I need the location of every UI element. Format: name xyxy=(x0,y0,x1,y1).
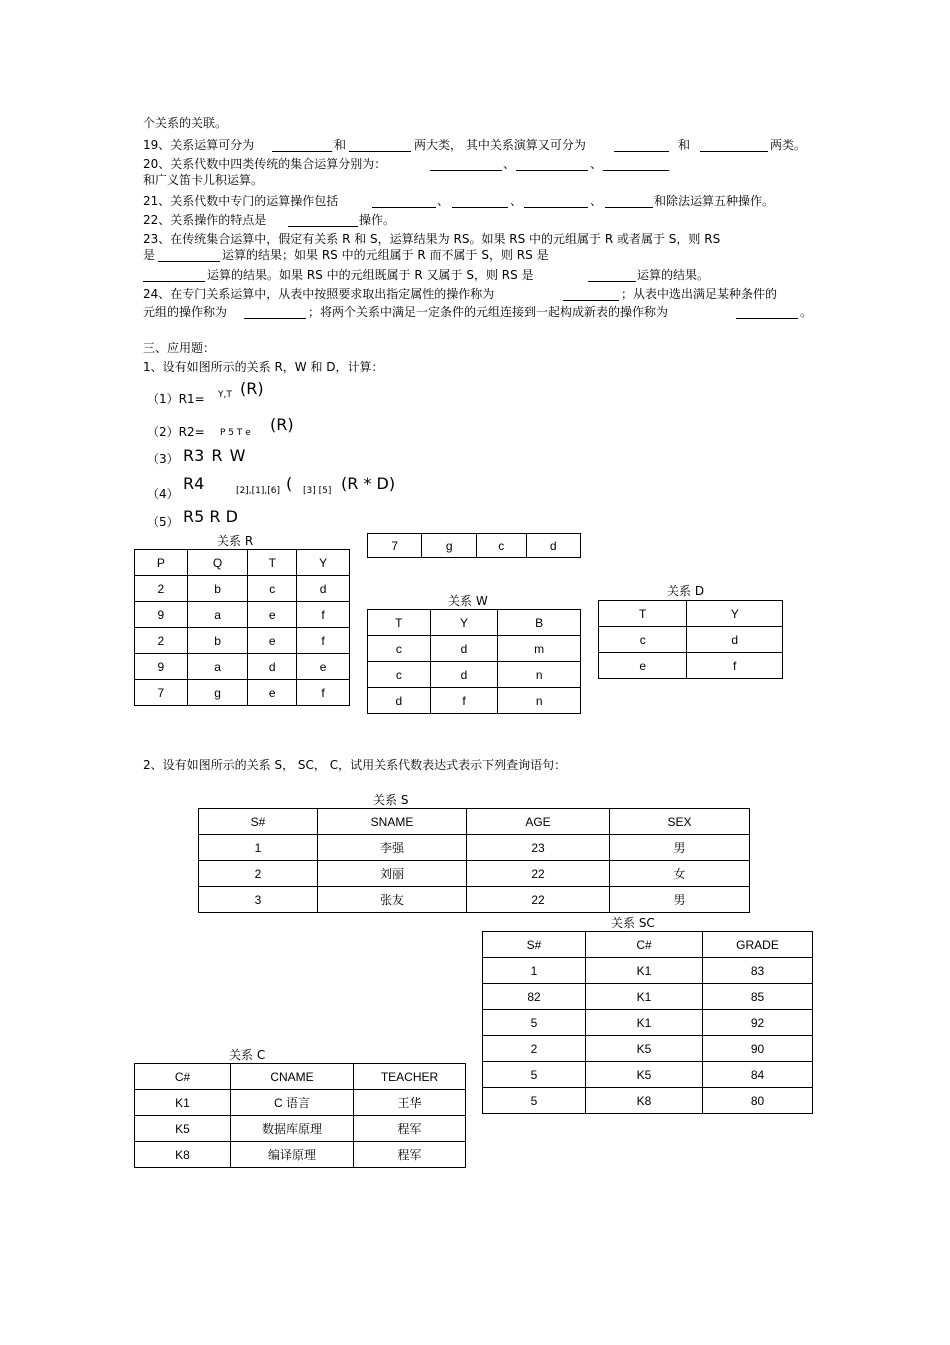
table-cell: K5 xyxy=(135,1116,231,1142)
q20-sep-2: 、 xyxy=(590,157,603,171)
table-cell: f xyxy=(297,680,350,706)
relation-w-caption: 关系 W xyxy=(448,594,488,608)
table-cell: 23 xyxy=(467,835,610,861)
table-cell: 82 xyxy=(483,984,586,1010)
formula-3-expression: R3 R W xyxy=(183,446,246,465)
table-cell: 程军 xyxy=(354,1116,466,1142)
header-cell: T xyxy=(368,610,431,636)
table-row xyxy=(135,602,350,628)
formula-5-number: （5） xyxy=(147,515,179,529)
q19-text-a: 19、关系运算可分为 xyxy=(143,138,255,152)
header-cell: AGE xyxy=(467,809,610,835)
q19-text-e: 两类。 xyxy=(770,138,807,152)
header-cell: Y xyxy=(430,610,498,636)
relation-d-caption: 关系 D xyxy=(667,584,705,598)
table-row xyxy=(135,1116,466,1142)
formula-3-number: （3） xyxy=(147,452,179,466)
q20-blank-2[interactable] xyxy=(516,158,588,171)
table-cell: b xyxy=(187,576,248,602)
table-cell: f xyxy=(430,688,498,714)
table-cell: 7 xyxy=(135,680,188,706)
table-header-row xyxy=(199,809,750,835)
table-row xyxy=(368,688,581,714)
q21-text-b: 和除法运算五种操作。 xyxy=(654,194,775,208)
table-cell: d xyxy=(687,627,783,653)
formula-2-number: （2）R2= xyxy=(147,425,205,439)
table-cell: d xyxy=(248,654,297,680)
table-cell: n xyxy=(498,662,581,688)
table-cell: K1 xyxy=(586,984,703,1010)
q24-text-b: ；从表中选出满足某种条件的 xyxy=(621,287,778,301)
relation-sc-caption: 关系 SC xyxy=(611,916,655,930)
table-cell: 90 xyxy=(703,1036,813,1062)
q21-blank-4[interactable] xyxy=(605,195,653,208)
table-cell: 李强 xyxy=(318,835,467,861)
formula-4-number: （4） xyxy=(147,487,179,501)
q21-sep-1: 、 xyxy=(437,194,450,208)
q23-text-b: 是 xyxy=(143,248,156,262)
table-row xyxy=(135,654,350,680)
q19-blank-1[interactable] xyxy=(272,139,332,152)
table-row xyxy=(135,628,350,654)
table-cell: d xyxy=(297,576,350,602)
table-cell: 5 xyxy=(483,1088,586,1114)
table-header-row xyxy=(599,601,783,627)
formula-4-argument: (R * D) xyxy=(341,474,396,493)
header-cell: T xyxy=(599,601,687,627)
table-row xyxy=(483,1088,813,1114)
table-row xyxy=(135,1142,466,1168)
q23-blank-3[interactable] xyxy=(588,269,636,282)
table-cell: K1 xyxy=(586,1010,703,1036)
relation-s-table xyxy=(198,808,750,913)
q-top: 个关系的关联。 xyxy=(143,116,228,130)
table-cell: 数据库原理 xyxy=(231,1116,354,1142)
header-cell: C# xyxy=(135,1064,231,1090)
table-row xyxy=(199,887,750,913)
q21-sep-2: 、 xyxy=(510,194,523,208)
table-row xyxy=(135,576,350,602)
table-header-row xyxy=(483,932,813,958)
table-row xyxy=(483,984,813,1010)
relation-s-caption: 关系 S xyxy=(373,793,409,807)
q20-sep-1: 、 xyxy=(503,157,516,171)
problem-1-intro: 1、设有如图所示的关系 R，W 和 D，计算： xyxy=(143,360,384,374)
formula-4-subscript-1: [2],[1],[6] xyxy=(236,486,280,496)
table-cell: d xyxy=(430,662,498,688)
relation-c-table xyxy=(134,1063,466,1168)
q19-text-c: 两大类， 其中关系演算又可分为 xyxy=(414,138,586,152)
header-cell: SNAME xyxy=(318,809,467,835)
table-cell: K5 xyxy=(586,1036,703,1062)
table-header-row xyxy=(135,1064,466,1090)
q21-text-a: 21、关系代数中专门的运算操作包括 xyxy=(143,194,339,208)
table-cell: 刘丽 xyxy=(318,861,467,887)
table-cell: K1 xyxy=(135,1090,231,1116)
table-cell: e xyxy=(248,602,297,628)
table-cell: 83 xyxy=(703,958,813,984)
header-cell: GRADE xyxy=(703,932,813,958)
table-cell: K1 xyxy=(586,958,703,984)
q20-blank-1[interactable] xyxy=(430,158,502,171)
table-row xyxy=(135,680,350,706)
formula-2-subscript: P 5 T e xyxy=(220,428,251,438)
relation-w-table xyxy=(367,609,581,714)
table-cell: 2 xyxy=(199,861,318,887)
q24-text-c: 元组的操作称为 xyxy=(143,305,228,319)
table-cell: 男 xyxy=(610,835,750,861)
table-cell: 7 xyxy=(368,534,422,558)
table-cell: c xyxy=(248,576,297,602)
table-header-row xyxy=(368,610,581,636)
relation-r-caption: 关系 R xyxy=(217,534,254,548)
q19-text-b: 和 xyxy=(334,138,347,152)
table-row xyxy=(599,653,783,679)
table-cell: e xyxy=(599,653,687,679)
table-cell: e xyxy=(248,680,297,706)
table-cell: 5 xyxy=(483,1010,586,1036)
q21-blank-3[interactable] xyxy=(524,195,588,208)
q22-blank-1[interactable] xyxy=(288,214,358,227)
formula-4-result: R4 xyxy=(183,474,205,493)
q20-text-b: 和广义笛卡儿积运算。 xyxy=(143,173,264,187)
table-cell: g xyxy=(187,680,248,706)
header-cell: Y xyxy=(297,550,350,576)
table-cell: 女 xyxy=(610,861,750,887)
formula-1-number: （1）R1= xyxy=(147,392,205,406)
table-cell: 92 xyxy=(703,1010,813,1036)
header-cell: S# xyxy=(199,809,318,835)
table-cell: 85 xyxy=(703,984,813,1010)
table-row xyxy=(368,662,581,688)
q23-text-e: 运算的结果。 xyxy=(637,268,710,282)
q23-text-a: 23、在传统集合运算中，假定有关系 R 和 S，运算结果为 RS。如果 RS 中的元组属于 R 或者属于 S，则 RS xyxy=(143,232,721,246)
relation-d-table xyxy=(598,600,783,679)
q20-text-a: 20、关系代数中四类传统的集合运算分别为： xyxy=(143,157,387,171)
table-row xyxy=(199,861,750,887)
table-cell: C 语言 xyxy=(231,1090,354,1116)
table-cell: 程军 xyxy=(354,1142,466,1168)
table-cell: 1 xyxy=(199,835,318,861)
q23-blank-2[interactable] xyxy=(143,269,205,282)
table-cell: a xyxy=(187,654,248,680)
formula-5-expression: R5 R D xyxy=(183,507,238,526)
table-row xyxy=(483,958,813,984)
q21-blank-2[interactable] xyxy=(452,195,508,208)
header-cell: TEACHER xyxy=(354,1064,466,1090)
q23-text-c: 运算的结果；如果 RS 中的元组属于 R 而不属于 S，则 RS 是 xyxy=(222,248,549,262)
header-cell: P xyxy=(135,550,188,576)
q24-text-a: 24、在专门关系运算中，从表中按照要求取出指定属性的操作称为 xyxy=(143,287,495,301)
section-heading: 三、应用题： xyxy=(143,341,216,355)
table-cell: b xyxy=(187,628,248,654)
table-row xyxy=(599,627,783,653)
table-cell: 男 xyxy=(610,887,750,913)
table-cell: d xyxy=(368,688,431,714)
header-cell: B xyxy=(498,610,581,636)
header-cell: Q xyxy=(187,550,248,576)
table-cell: d xyxy=(430,636,498,662)
header-cell: S# xyxy=(483,932,586,958)
table-cell: c xyxy=(368,662,431,688)
table-cell: 3 xyxy=(199,887,318,913)
table-header-row xyxy=(135,550,350,576)
relation-r-continued-table xyxy=(367,533,581,558)
q23-text-d: 运算的结果。如果 RS 中的元组既属于 R 又属于 S，则 RS 是 xyxy=(207,268,534,282)
problem-2-intro: 2、设有如图所示的关系 S， SC， C，试用关系代数表达式表示下列查询语句： xyxy=(143,758,567,772)
formula-1-argument: (R) xyxy=(240,379,264,398)
q21-blank-1[interactable] xyxy=(372,195,436,208)
relation-r-table xyxy=(134,549,350,706)
q24-text-e: 。 xyxy=(800,305,813,319)
q19-blank-4[interactable] xyxy=(700,139,768,152)
q24-text-d: ；将两个关系中满足一定条件的元组连接到一起构成新表的操作称为 xyxy=(308,305,669,319)
q24-blank-2[interactable] xyxy=(244,306,306,319)
table-cell: e xyxy=(297,654,350,680)
q22-text-b: 操作。 xyxy=(359,213,396,227)
table-cell: 80 xyxy=(703,1088,813,1114)
formula-4-paren: ( xyxy=(286,474,293,493)
table-cell: 5 xyxy=(483,1062,586,1088)
table-cell: f xyxy=(297,628,350,654)
table-cell: 王华 xyxy=(354,1090,466,1116)
table-cell: 编译原理 xyxy=(231,1142,354,1168)
table-cell: 9 xyxy=(135,654,188,680)
table-row xyxy=(483,1036,813,1062)
q19-blank-3[interactable] xyxy=(614,139,669,152)
table-cell: d xyxy=(526,534,581,558)
formula-4-subscript-2: [3] [5] xyxy=(303,486,332,496)
q24-blank-3[interactable] xyxy=(736,306,798,319)
table-row xyxy=(368,636,581,662)
header-cell: CNAME xyxy=(231,1064,354,1090)
table-cell: 9 xyxy=(135,602,188,628)
q24-blank-1[interactable] xyxy=(563,288,619,301)
header-cell: Y xyxy=(687,601,783,627)
table-cell: f xyxy=(297,602,350,628)
table-cell: 22 xyxy=(467,861,610,887)
q23-blank-1[interactable] xyxy=(158,249,220,262)
q20-blank-3[interactable] xyxy=(603,158,669,171)
table-row xyxy=(135,1090,466,1116)
table-row xyxy=(483,1062,813,1088)
table-cell: 2 xyxy=(135,628,188,654)
formula-2-argument: (R) xyxy=(270,415,294,434)
table-cell: c xyxy=(599,627,687,653)
table-cell: 2 xyxy=(483,1036,586,1062)
table-cell: a xyxy=(187,602,248,628)
table-cell: g xyxy=(422,534,476,558)
header-cell: T xyxy=(248,550,297,576)
header-cell: SEX xyxy=(610,809,750,835)
header-cell: C# xyxy=(586,932,703,958)
relation-c-caption: 关系 C xyxy=(229,1048,266,1062)
relation-sc-table xyxy=(482,931,813,1114)
q21-sep-3: 、 xyxy=(590,194,603,208)
table-row xyxy=(368,534,581,558)
table-cell: 22 xyxy=(467,887,610,913)
table-cell: f xyxy=(687,653,783,679)
table-cell: e xyxy=(248,628,297,654)
table-cell: K8 xyxy=(586,1088,703,1114)
table-cell: 84 xyxy=(703,1062,813,1088)
table-cell: n xyxy=(498,688,581,714)
table-cell: 张友 xyxy=(318,887,467,913)
table-cell: 1 xyxy=(483,958,586,984)
table-cell: c xyxy=(476,534,526,558)
q19-blank-2[interactable] xyxy=(349,139,411,152)
table-cell: m xyxy=(498,636,581,662)
table-cell: K8 xyxy=(135,1142,231,1168)
table-cell: K5 xyxy=(586,1062,703,1088)
table-row xyxy=(483,1010,813,1036)
table-cell: c xyxy=(368,636,431,662)
table-row xyxy=(199,835,750,861)
q19-text-d: 和 xyxy=(678,138,691,152)
formula-1-subscript: Y,T xyxy=(218,390,232,400)
q22-text-a: 22、关系操作的特点是 xyxy=(143,213,267,227)
table-cell: 2 xyxy=(135,576,188,602)
